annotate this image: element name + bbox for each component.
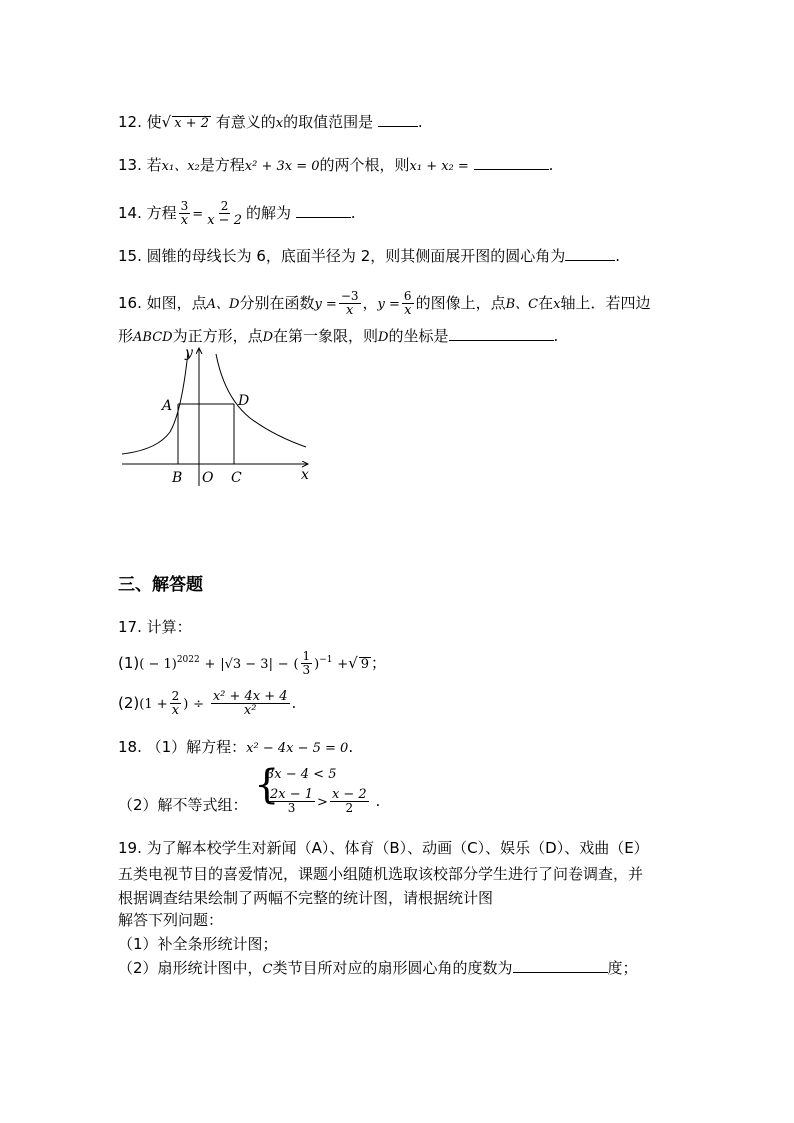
question-13: 13. 若x₁、x₂是方程x² + 3x = 0的两个根，则x₁ + x₂ = . <box>118 156 554 174</box>
question-19-line-3: 根据调查结果绘制了两幅不完整的统计图，请根据统计图 <box>118 889 494 907</box>
fraction: $\frac{2}{x}$ <box>171 689 180 718</box>
section-heading: 三、解答题 <box>118 575 203 595</box>
question-19-line-4: 解答下列问题： <box>118 911 224 929</box>
answer-blank[interactable] <box>565 246 615 261</box>
question-19-line-2: 五类电视节目的喜爱情况，课题小组随机选取该校部分学生进行了问卷调查，并 <box>118 865 644 883</box>
curve-right <box>216 354 306 447</box>
question-17-part-2: (2)(1 + $\frac{2}{x}$ ) ÷ $\frac{\text{x² + 4x + 4}}{\text{x²}}$ . <box>118 689 297 718</box>
fraction: $\frac{6}{x}$ <box>403 289 412 318</box>
label-a: A <box>162 398 173 414</box>
fraction: $\frac{2x - 1}{3}$ <box>270 787 314 815</box>
fraction: $\frac{-3}{x}$ <box>340 289 359 318</box>
label-d: D <box>238 393 250 409</box>
fraction: $\frac{2}{x - 2}$ <box>207 199 242 228</box>
system-brace: { <box>254 762 280 808</box>
question-14: 14. 方程 $\frac{3}{x}$ = $\frac{2}{x - 2}$ 的解为 . <box>118 199 356 228</box>
inequality-1: 3x − 4 < 5 <box>266 767 337 782</box>
fraction: $\frac{\text{x² + 4x + 4}}{\text{x²}}$ <box>212 689 288 718</box>
question-16-line-1: 16. 如图，点A、D分别在函数y = $\frac{-3}{x}$ ，y = $\frac{6}{x}$ 的图像上，点B、C在x轴上．若四边 <box>118 289 651 318</box>
question-18-part-2-label: （2）解不等式组： <box>118 796 248 814</box>
answer-blank[interactable] <box>513 958 608 973</box>
answer-blank[interactable] <box>474 155 549 170</box>
question-15: 15. 圆锥的母线长为 6，底面半径为 2，则其侧面展开图的圆心角为 . <box>118 247 621 265</box>
question-17-part-1: $(1)( - 1)^{2022} + |√3 - 3|$ − ( $\frac{1}{3}$ )$^{-1}$ +√ 9 ； <box>118 649 387 677</box>
question-19-line-5: （1）补全条形统计图； <box>118 935 278 953</box>
label-c: C <box>231 470 242 486</box>
answer-blank[interactable] <box>378 112 418 127</box>
question-19-line-1: 19. 为了解本校学生对新闻（A）、体育（B）、动画（C）、娱乐（D）、戏曲（E） <box>118 839 649 857</box>
radicand: x + 2 <box>174 116 209 131</box>
question-17-title: 17. 计算： <box>118 618 192 636</box>
radical-sign: √ <box>348 654 358 672</box>
inequality-2: $\frac{2x - 1}{3}$ > $\frac{x - 2}{2}$ . <box>270 787 381 815</box>
question-19-line-6: （2）扇形统计图中，C类节目所对应的扇形圆心角的度数为 度； <box>118 959 638 977</box>
label-o: O <box>202 470 214 486</box>
answer-blank[interactable] <box>296 203 351 218</box>
fraction: $\frac{1}{3}$ <box>302 649 311 677</box>
abs-open: | <box>220 657 225 672</box>
function-graph <box>110 340 320 490</box>
radical-sign: √ <box>161 113 172 131</box>
label-b: B <box>172 470 183 486</box>
question-12: 12. 使√ x + 2 有意义的x的取值范围是 . <box>118 113 423 131</box>
label-y: y <box>185 345 193 361</box>
fraction: $\frac{x - 2}{2}$ <box>331 787 367 815</box>
abs-close: | <box>268 657 273 672</box>
answer-blank[interactable] <box>449 326 554 341</box>
label-x: x <box>301 467 309 483</box>
question-16-line-2: 形ABCD为正方形，点D在第一象限，则D的坐标是 . <box>118 327 559 345</box>
fraction: $\frac{3}{x}$ <box>180 199 189 228</box>
question-18-part-1: 18. （1）解方程：x² − 4x − 5 = 0. <box>118 738 354 756</box>
